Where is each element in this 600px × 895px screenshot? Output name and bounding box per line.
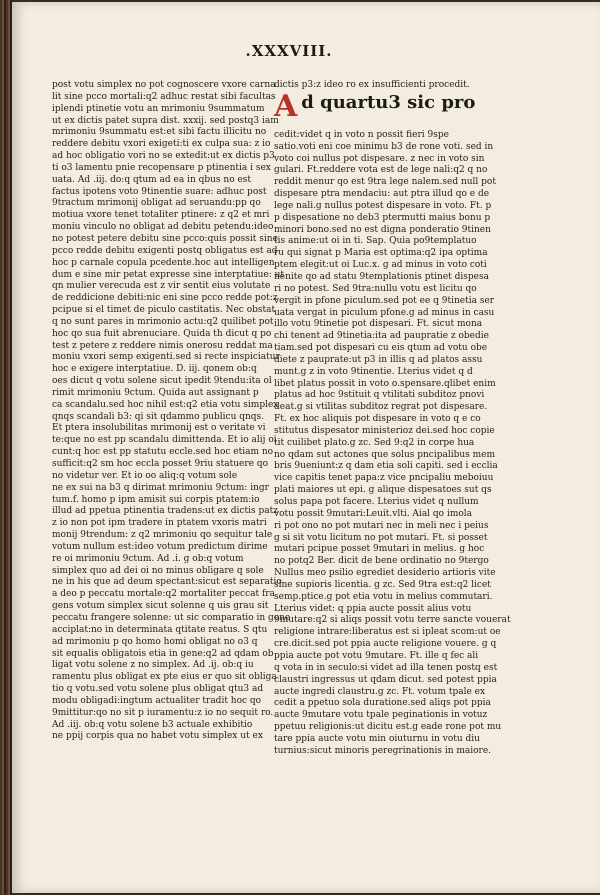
- text-line: aucte 9mutare votu tpale peginationis in votuz: [274, 710, 488, 721]
- text-line: qn mulier verecuda est z vir sentit eius volutate: [52, 281, 271, 292]
- text-line: ca scandalu.sed hoc nihil est:q2 etia votu simplex: [52, 399, 279, 410]
- text-line: monij 9trendum: z q2 mrimoniu qo sequitur tale: [52, 530, 273, 541]
- text-line: motiua vxore tenet totaliter ptinere: z q2 et mri: [52, 210, 270, 221]
- text-line: plati maiores ut epi. g alique dispesatoes sut qs: [274, 485, 492, 496]
- text-line: te:que no est pp scandalu dimittenda. Et io alij oi: [52, 435, 277, 446]
- text-line: simplex quo ad dei oi no minus obligare q sole: [52, 565, 264, 576]
- text-line: turnius:sicut minoris peregrinationis in maiore.: [274, 745, 492, 756]
- text-line: hoc p carnale copula pcedente.hoc aut intelligen: [52, 257, 275, 268]
- text-line: cunt:q hoc est pp statutu eccle.sed hoc etiam no: [52, 447, 274, 458]
- text-line: g si sit votu licitum no pot mutari. Ft. si posset: [274, 532, 488, 543]
- text-line: bris 9ueniunt:z q dam etia soli capiti. sed i ecclia: [274, 461, 498, 472]
- text-line: moniu vxori semp exigenti.sed si recte inspiciatur: [52, 352, 280, 363]
- text-line: diete z pauprate:ut p3 in illis q ad platos assu: [274, 354, 483, 365]
- text-line: hoc e exigere interptatiue. D. iij. qonem ob:q: [52, 364, 257, 375]
- text-line: solus papa pot facere. Lterius videt q nullum: [274, 497, 479, 507]
- text-line: Et ptera insolubilitas mrimonij est o veritate vi: [52, 423, 266, 434]
- text-line: ne ppij corpis qua no habet votu simplex ut ex: [52, 731, 263, 742]
- text-line: oes dicut q votu solene sicut ipedit 9tendu:ita ol: [52, 376, 272, 387]
- left-text-column: [52, 80, 291, 743]
- text-line: qnqs scandali b3: qi sit qdammo publicu qnqs.: [52, 411, 265, 422]
- text-line: voto coi nullus pot dispesare. z nec in voto sin: [274, 153, 485, 164]
- text-line: stitutus dispesator ministerioz dei.sed hoc copie: [274, 425, 495, 436]
- text-line: peccatu frangere solenne: ut sic comparatio in gene: [52, 612, 291, 623]
- text-line: semp.ptice.g pot etia votu in melius commutari.: [274, 591, 493, 602]
- text-line: moniu vinculo no obligat ad debitu petendu:ideo: [52, 222, 274, 233]
- text-line: pcco redde debitu exigenti postq obligatus est ad: [52, 245, 278, 256]
- text-line: Ad .iij. ob:q votu solene b3 actuale exhibitio: [52, 719, 253, 730]
- text-line: sit equalis obligatois etia in gene:q2 ad qdam ob: [52, 648, 274, 659]
- text-line: rimit mrimoniu 9ctum. Quida aut assignant p: [52, 387, 259, 398]
- text-line: re oi mrimoniu 9ctum. Ad .i. g ob:q votum: [52, 553, 244, 564]
- text-line: tiam.sed pot dispesari cu eis qtum ad votu obe: [274, 343, 488, 354]
- text-line: vice capitis tenet papa:z vice pncipaliu meboiuu: [274, 473, 494, 484]
- text-line: ramentu plus obligat ex pte eius er quo sit obliga: [52, 672, 277, 683]
- text-line: dispesare ptra mendaciu: aut ptra illud qo e de: [274, 189, 490, 200]
- text-line: lege nali.g nullus potest dispesare in voto. Ft. p: [274, 200, 492, 211]
- text-line: aucte ingredi claustru.g zc. Ft. votum tpale ex: [274, 686, 486, 697]
- text-line: illo votu 9tinetie pot dispesari. Ft. sicut mona: [274, 319, 483, 330]
- section-heading: [274, 88, 486, 130]
- text-line: ne in his que ad deum spectant:sicut est separatio: [52, 577, 282, 588]
- text-line: pcipue si el timet de piculo castitatis. Nec obstat: [52, 305, 276, 316]
- text-line: acciplat:no in determinata qtitate reatus. S qtu: [52, 624, 268, 635]
- text-line: reddit menur qo est 9tra lege nalem.sed null pot: [274, 177, 496, 188]
- text-line: satio.voti eni coe minimu b3 de rone voti. sed in: [274, 141, 494, 152]
- text-line: tit cuilibet plato.g zc. Sed 9:q2 in corpe hua: [274, 437, 475, 448]
- text-line: no videtur ver. Et io oo aliq:q votum sole: [52, 470, 238, 481]
- text-line: reddere debitu vxori exigeti:ti ex culpa sua: z io: [52, 139, 271, 150]
- text-line: uata vergat in piculum pfone.g ad minus in casu: [274, 307, 495, 318]
- text-line: z io non pot ipm tradere in ptatem vxoris matri: [52, 518, 267, 529]
- text-line: uata. Ad .iij. do:q qtum ad ea in qbus no est: [52, 174, 252, 185]
- text-line: no potest petere debitu sine pcco:quis possit sine: [52, 233, 278, 244]
- text-line: vergit in pfone piculum.sed pot ee q 9tinetia ser: [274, 295, 495, 306]
- text-line: mutari pcipue posset 9mutari in melius. g hoc: [274, 544, 485, 555]
- text-line: tare ppia aucte votu min oiuturnu in votu diu: [274, 733, 480, 744]
- text-line: modu obligadi:ingtum actualiter tradit hoc qo: [52, 695, 262, 706]
- text-line: sufficit:q2 sm hoc eccla posset 9riu statuere qo: [52, 459, 269, 469]
- text-line: test z petere z reddere nimis onerosu reddat ma: [52, 340, 273, 351]
- text-line: p dispesatione no deb3 ptermutti maius bonu p: [274, 212, 491, 223]
- text-line: nenite qo ad statu 9templationis ptinet dispesa: [274, 271, 489, 282]
- text-line: religione intrare:liberatus est si ipleat scom:ut oe: [274, 627, 501, 638]
- text-line: sine supioris licentia. g zc. Sed 9tra est:q2 licet: [274, 579, 491, 590]
- text-line: cedit a ppetuo sola duratione.sed aliqs pot ppia: [274, 698, 491, 709]
- text-line: ri no potest. Sed 9tra:nullu votu est licitu qo: [274, 283, 477, 294]
- text-line: ne ex sui na b3 q dirimat mrimoniu 9ctum: ingr: [52, 482, 269, 493]
- text-line: minori bono.sed no est digna ponderatio 9tinen: [274, 224, 491, 235]
- text-line: ligat votu solene z no simplex. Ad .ij. ob:q iu: [52, 660, 254, 671]
- book-gutter: [0, 0, 12, 895]
- text-line: ut ex dictis patet supra dist. xxxij. sed postq3 iam: [52, 115, 279, 126]
- text-line: cre.dicit.sed pot ppia aucte religione vouere. g q: [274, 639, 497, 650]
- text-line: gens votum simplex sicut solenne q uis grau sit: [52, 601, 269, 612]
- text-line: a deo p peccatu mortale:q2 mortaliter peccat fra: [52, 589, 275, 600]
- text-line: post votu simplex no pot cognoscere vxore carna: [52, 80, 276, 90]
- text-line: tum.f. homo p ipm amisit sui corpis ptatem:io: [52, 494, 260, 505]
- text-line: votum nullum est:ideo votum predictum dirime: [52, 541, 268, 552]
- text-line: tis anime:ut oi in ti. Sap. Quia po9templatuo: [274, 236, 477, 247]
- text-line: platus ad hoc 9stituit q vtilitati subditoz pnovi: [274, 390, 485, 401]
- text-line: 9mittitur:qo no sit p iuramentu:z io no sequit ro.: [52, 707, 274, 718]
- text-line: Nullus meo psilio egrediet desiderio artioris vite: [274, 568, 496, 579]
- text-line: ptem elegit:ut oi Luc.x. g ad minus in voto coti: [274, 260, 487, 271]
- section-heading-text: d quartu3 sic pro: [301, 91, 476, 113]
- text-line: no potq2 Ber. dicit de bene ordinatio no 9tergo: [274, 556, 489, 567]
- text-line: Ft. ex hoc aliquis pot dispesare in voto q e co: [274, 414, 481, 425]
- text-line: illud ad ppetua ptinentia tradens:ut ex dictis patz: [52, 506, 278, 517]
- text-line: ad hoc obligatio vori no se extedit:ut ex dictis p3: [52, 151, 275, 162]
- text-line: munt.g z in voto 9tinentie. Lterius videt q d: [274, 366, 473, 377]
- text-line: 9mutare:q2 si aliqs possit votu terre sancte vouerat: [274, 615, 511, 626]
- text-line: q no sunt pares in mrimonio actu:q2 quilibet pot: [52, 316, 274, 327]
- right-column-body: [274, 129, 511, 758]
- text-line: tio q votu.sed votu solene plus obligat qtu3 ad: [52, 684, 264, 695]
- text-line: votu possit 9mutari:Leuit.vlti. Aial qo imola: [274, 508, 473, 519]
- text-line: no qdam sut actones que solus pncipalibus mem: [274, 449, 496, 460]
- text-line: claustri ingressus ut qdam dicut. sed potest ppia: [274, 674, 497, 685]
- text-line: ti o3 lamentu pnie recopensare p ptinentia i sex: [52, 162, 271, 173]
- text-line: ppia aucte pot votu 9mutare. Ft. ille q fec ali: [274, 650, 479, 661]
- text-line: factus ipotens voto 9tinentie suare: adhuc post: [52, 186, 267, 197]
- right-text-column: [274, 80, 511, 758]
- text-line: lit sine pcco mortali:q2 adhuc restat sibi facultas: [52, 91, 276, 102]
- text-line: deat.g si vtilitas subditoz regrat pot dispesare.: [274, 402, 488, 413]
- text-line: ad mrimoniu p qo homo homi obligat no o3 q: [52, 636, 258, 647]
- text-line: ppetuu religionis:ut dicitu est.g eade rone pot mu: [274, 722, 502, 733]
- text-line: dum e sine mir petat expresse sine interptatiue: ut: [52, 269, 285, 280]
- text-line: iplendi ptinetie votu an mrimoniu 9summatum: [52, 103, 265, 114]
- right-column-top-line: dictis p3:z ideo ro ex insufficienti procedit.: [274, 80, 470, 90]
- text-line: cedit:videt q in voto n possit fieri 9spe: [274, 129, 449, 140]
- text-line: ri pot ono no pot mutari nec in meli nec i peius: [274, 520, 489, 531]
- text-line: chi tenent ad 9tinetia:ita ad paupratie z obedie: [274, 331, 489, 342]
- text-line: q vota in in seculo:si videt ad illa tenen postq est: [274, 662, 498, 673]
- text-line: gulari. Ft.reddere vota est de lege nali:q2 q no: [274, 165, 488, 176]
- text-line: hoc qo sua fuit abrenuciare. Quida th dicut q po: [52, 328, 272, 339]
- text-line: libet platus possit in voto o.spensare.qlibet enim: [274, 378, 496, 389]
- drop-cap-initial: A: [274, 88, 298, 124]
- folio-number: .XXXVIII.: [245, 42, 333, 60]
- text-line: de reddicione debiti:nic eni sine pcco redde pot:z: [52, 293, 278, 304]
- text-line: ru qui signat p Maria est optima:q2 ipa optima: [274, 248, 488, 259]
- text-line: 9tractum mrimonij obligat ad seruandu:pp qo: [52, 198, 261, 209]
- text-line: Lterius videt: q ppia aucte possit alius votu: [274, 603, 472, 614]
- text-line: mrimoniu 9summatu est:et sibi factu illicitu no: [52, 127, 267, 138]
